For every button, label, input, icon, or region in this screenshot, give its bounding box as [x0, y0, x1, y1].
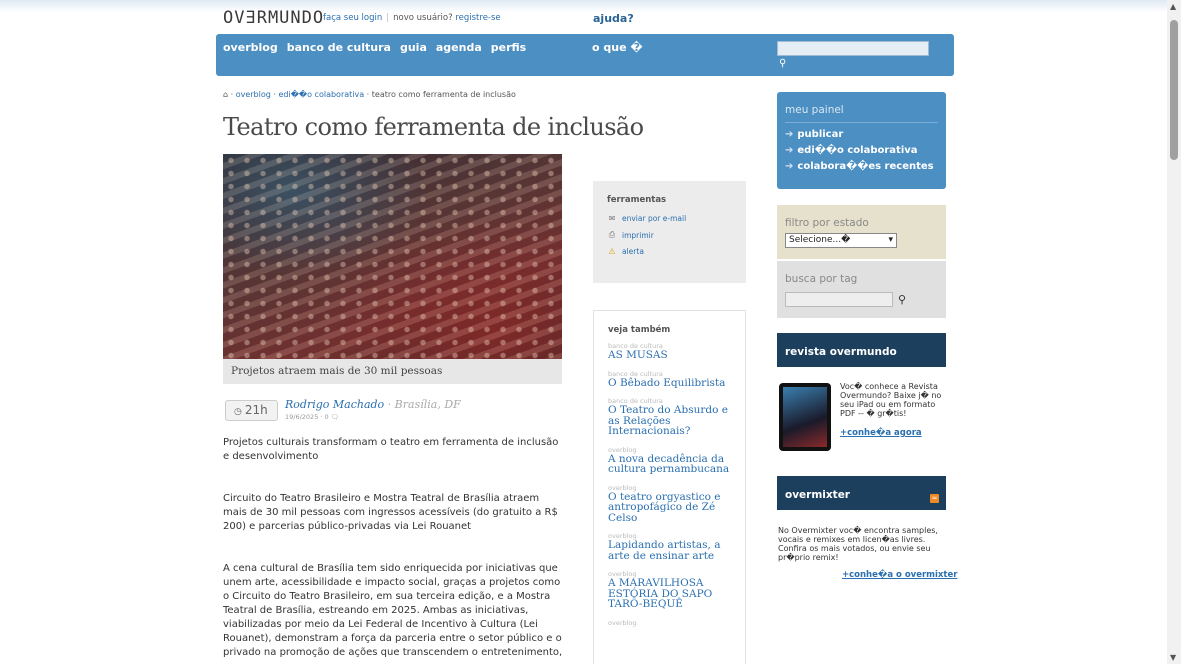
- list-item[interactable]: [608, 447, 731, 475]
- author-link[interactable]: Rodrigo Machado: [285, 398, 385, 411]
- state-select[interactable]: [785, 233, 897, 248]
- scroll-down-icon[interactable]: ▼: [1170, 653, 1177, 662]
- item-title[interactable]: AS MUSAS: [608, 349, 668, 361]
- revista-heading: revista overmundo: [777, 333, 946, 367]
- overmixter-text: No Overmixter voc� encontra samples, vocais e remixes em licen�as livres. Confira os mais votados, ou envie seu pr�prio remix!: [778, 526, 938, 562]
- panel-link-colaboracoes[interactable]: [785, 161, 938, 172]
- comment-count[interactable]: 0: [324, 413, 329, 421]
- help-link[interactable]: ajuda?: [593, 12, 634, 25]
- panel-link-label[interactable]: edi��o colaborativa: [797, 145, 918, 156]
- item-title[interactable]: A MARAVILHOSA ESTÓRIA DO SAPO TARÔ-BEQUÊ: [608, 577, 713, 610]
- photo-caption: Projetos atraem mais de 30 mil pessoas: [223, 359, 562, 384]
- login-link[interactable]: faça seu login: [323, 13, 383, 23]
- home-icon[interactable]: ⌂: [223, 90, 229, 99]
- clock-icon: ◷: [234, 407, 242, 417]
- location-separator: ·: [387, 398, 392, 411]
- arrow-right-icon: ➔: [785, 161, 794, 172]
- photo-audience: [223, 154, 562, 359]
- alert-link[interactable]: [607, 247, 732, 256]
- search-icon[interactable]: ⚲: [779, 58, 787, 69]
- tag-search-input[interactable]: [785, 292, 893, 307]
- revista-link-label[interactable]: conhe�a agora: [847, 428, 922, 438]
- breadcrumb-overblog[interactable]: overblog: [235, 90, 271, 99]
- item-title[interactable]: O Teatro do Absurdo e as Relações Internacionais?: [608, 404, 728, 437]
- new-user-text: novo usuário?: [393, 13, 453, 23]
- print-label[interactable]: imprimir: [622, 230, 654, 240]
- nav-item-agenda[interactable]: agenda: [435, 41, 482, 54]
- rss-icon[interactable]: ≈: [931, 494, 938, 502]
- panel-link-edicao[interactable]: [785, 145, 938, 156]
- panel-link-publicar[interactable]: [785, 129, 938, 140]
- item-category: overblog: [608, 483, 637, 492]
- nav-item-overblog[interactable]: overblog: [223, 41, 278, 54]
- see-also-box: [593, 310, 746, 664]
- article-meta: 19/6/2025 · 0 🗨: [285, 413, 340, 421]
- state-filter: [777, 205, 946, 259]
- list-item[interactable]: [608, 533, 731, 561]
- panel-link-label[interactable]: colabora��es recentes: [797, 161, 934, 172]
- author-line: [285, 398, 461, 411]
- item-title[interactable]: O teatro orgyastico e antropofágico de Zé Celso: [608, 490, 721, 524]
- article-body: [223, 436, 563, 664]
- chevron-down-icon: ▾: [888, 235, 893, 245]
- nav-items: [223, 41, 526, 54]
- nav-item-banco-de-cultura[interactable]: banco de cultura: [286, 41, 391, 54]
- item-category: banco de cultura: [608, 342, 663, 350]
- item-title[interactable]: Lapidando artistas, a arte de ensinar arte: [608, 539, 721, 562]
- nav-item-perfis[interactable]: perfis: [490, 41, 527, 54]
- my-panel: [777, 92, 946, 189]
- divider: |: [386, 13, 390, 23]
- breadcrumb-edicao-colaborativa[interactable]: edi��o colaborativa: [278, 90, 365, 99]
- top-bar: [223, 8, 954, 30]
- overmixter-link-label[interactable]: conhe�a o overmixter: [849, 570, 958, 580]
- account-links: [323, 13, 501, 23]
- time-value: 21h: [244, 403, 268, 417]
- item-category: overblog: [608, 445, 637, 454]
- email-label[interactable]: enviar por e-mail: [622, 214, 687, 223]
- item-title[interactable]: O Bêbado Equilibrista: [608, 376, 726, 389]
- panel-link-label[interactable]: publicar: [797, 129, 844, 140]
- register-link[interactable]: registre-se: [455, 13, 501, 23]
- scrollbar-thumb[interactable]: [1170, 20, 1178, 160]
- tools-box: [593, 181, 746, 283]
- alert-icon: ⚠: [608, 247, 616, 256]
- article-paragraph: Circuito do Teatro Brasileiro e Mostra Teatral de Brasília atraem mais de 30 mil pessoas com ingressos acessíveis (do gratuito a R$ 200) e parcerias público-privadas via Lei Rouanet: [223, 493, 558, 532]
- print-link[interactable]: [607, 230, 732, 240]
- page-title: Teatro como ferramenta de inclusão: [223, 113, 644, 141]
- item-category: overblog: [608, 618, 637, 627]
- tag-search-heading: busca por tag: [785, 273, 858, 285]
- item-category: overblog: [608, 532, 637, 540]
- search-input[interactable]: [777, 41, 929, 56]
- state-select-value: Selecione...�: [789, 235, 851, 245]
- list-item[interactable]: [608, 620, 731, 627]
- site-logo[interactable]: OV∃RMUNDO: [223, 8, 325, 28]
- alert-label[interactable]: alerta: [622, 247, 644, 256]
- email-link[interactable]: [607, 214, 732, 223]
- panel-heading: meu painel: [785, 104, 938, 123]
- item-category: banco de cultura: [608, 397, 663, 405]
- revista-text: Voc� conhece a Revista Overmundo? Baixe j� no seu iPad ou em formato PDF -- � gr�tis!: [840, 382, 942, 418]
- see-also-heading: veja também: [608, 325, 671, 335]
- filter-heading: filtro por estado: [785, 217, 869, 229]
- revista-link[interactable]: +conhe�a agora: [840, 428, 922, 438]
- breadcrumb-current: teatro como ferramenta de inclusão: [371, 90, 516, 99]
- main-nav: [216, 34, 954, 76]
- list-item[interactable]: [608, 571, 731, 610]
- item-category: banco de cultura: [608, 369, 663, 378]
- list-item[interactable]: [608, 343, 731, 361]
- tag-search: [777, 261, 946, 318]
- scrollbar[interactable]: [1167, 0, 1181, 664]
- article-paragraph: Projetos culturais transformam o teatro em ferramenta de inclusão e desenvolvimento: [223, 437, 559, 462]
- tablet-screen: [783, 387, 827, 447]
- list-item[interactable]: [608, 485, 731, 524]
- time-badge: [225, 400, 278, 421]
- arrow-right-icon: ➔: [785, 129, 794, 140]
- tools-heading: ferramentas: [607, 195, 667, 205]
- list-item[interactable]: [608, 371, 731, 389]
- author-location: Brasília, DF: [394, 398, 461, 411]
- article-photo: [223, 154, 562, 359]
- comment-icon: 🗨: [330, 413, 340, 421]
- breadcrumb: ⌂ · overblog · edi��o colaborativa · teatro como ferramenta de inclusão: [223, 90, 516, 99]
- arrow-right-icon: ➔: [785, 145, 794, 156]
- scroll-up-icon[interactable]: ▲: [1170, 2, 1177, 11]
- item-category: overblog: [608, 570, 637, 578]
- nav-item-o-que[interactable]: o que �: [592, 41, 643, 54]
- article-date: 19/6/2025: [285, 413, 319, 421]
- email-icon: ✉: [608, 214, 616, 223]
- item-title[interactable]: A nova decadência da cultura pernambucana: [608, 452, 730, 475]
- article-paragraph: A cena cultural de Brasília tem sido enriquecida por iniciativas que unem arte, acessibilidade e impacto social, graças a projetos como o Circuito do Teatro Brasileiro, em sua terceira edição, e a Mostra Teatral de Brasília, estreando em 2025. Ambas as iniciativas, viabilizadas por meio da Lei Federal de Incentivo à Cultura (Lei Rouanet), demonstram a força da parceria entre o setor público e o privado na promoção de ações que transcendem o entretenimento,: [223, 563, 563, 658]
- nav-item-guia[interactable]: guia: [399, 41, 427, 54]
- list-item[interactable]: [608, 398, 731, 437]
- search-icon[interactable]: ⚲: [898, 293, 907, 306]
- overmixter-heading: overmixter: [777, 476, 946, 510]
- revista-tablet-image[interactable]: [779, 383, 831, 451]
- printer-icon: ⎙: [608, 230, 616, 239]
- overmixter-link[interactable]: +conhe�a o overmixter: [842, 570, 958, 580]
